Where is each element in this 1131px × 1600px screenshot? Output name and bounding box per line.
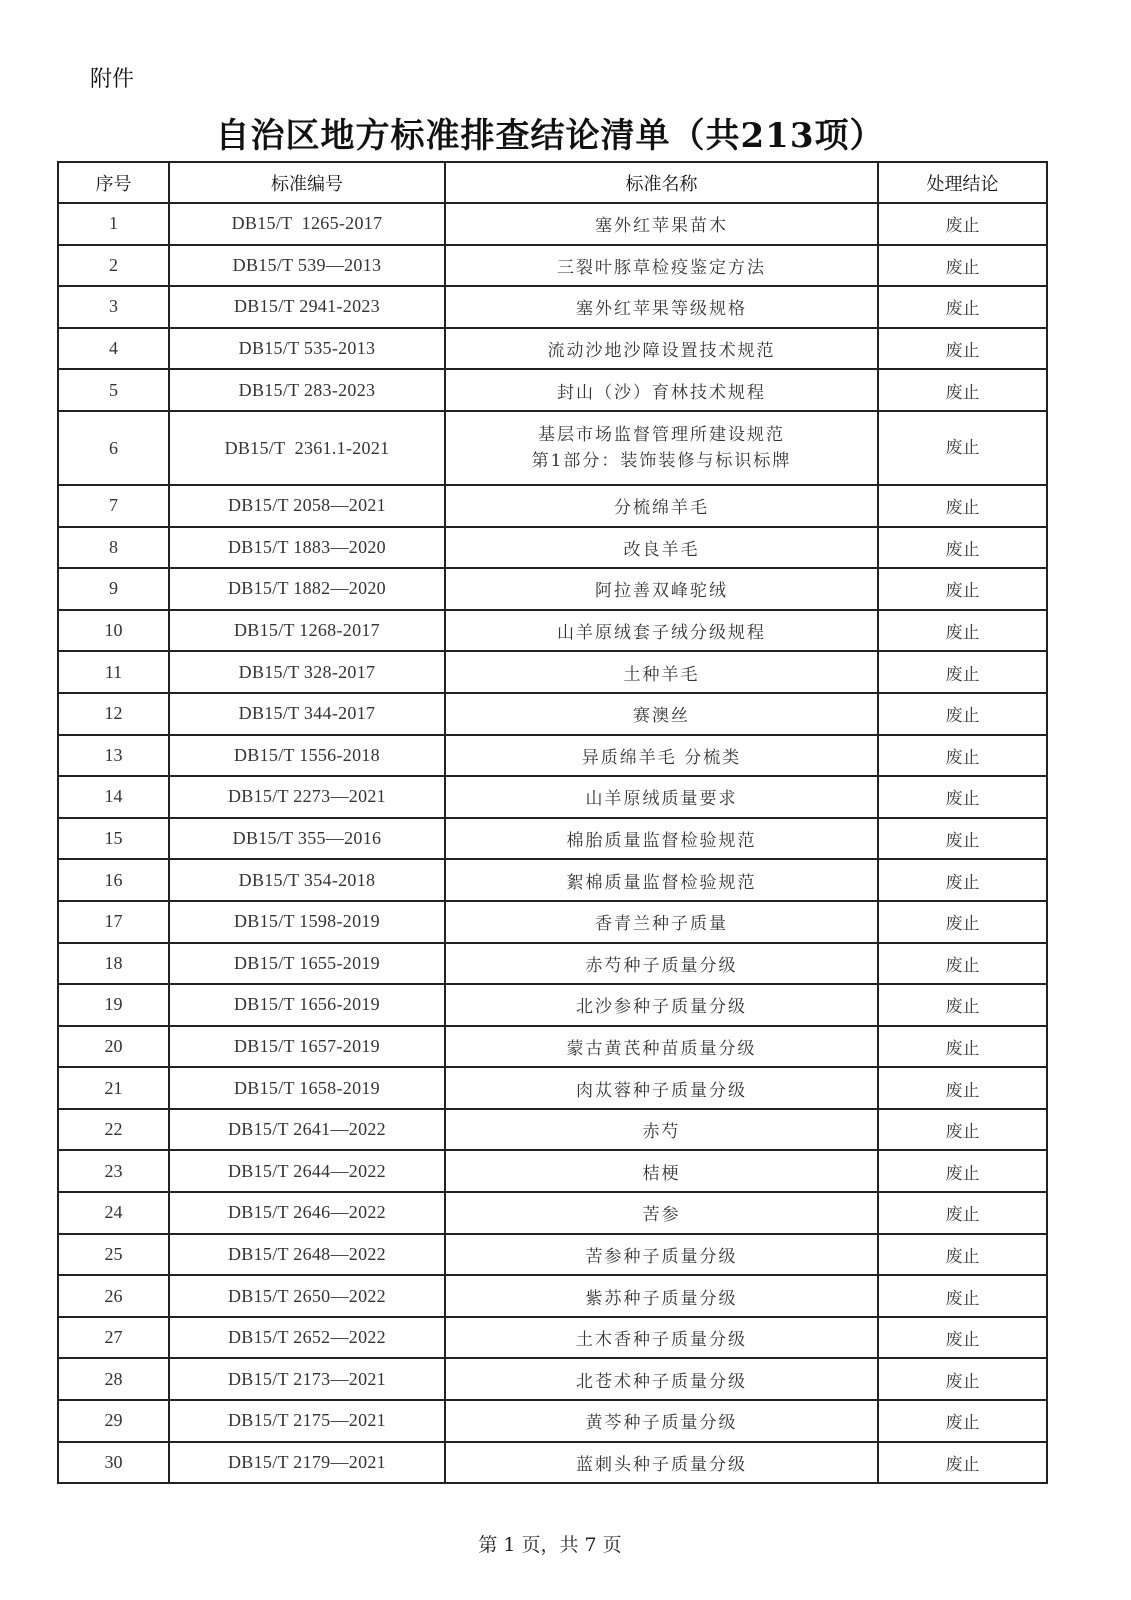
row-index: 27 bbox=[58, 1317, 169, 1359]
table-row bbox=[58, 776, 1047, 818]
standards-table bbox=[57, 161, 1048, 1484]
row-standard-name: 三裂叶豚草检疫鉴定方法 bbox=[445, 245, 878, 287]
row-standard-code: DB15/T 2058—2021 bbox=[169, 485, 445, 527]
row-index: 1 bbox=[58, 203, 169, 245]
row-index: 21 bbox=[58, 1067, 169, 1109]
row-result: 废止 bbox=[878, 984, 1047, 1026]
table-row bbox=[58, 901, 1047, 943]
table-row bbox=[58, 818, 1047, 860]
table-row bbox=[58, 568, 1047, 610]
row-standard-code: DB15/T 2641—2022 bbox=[169, 1109, 445, 1151]
table-row bbox=[58, 369, 1047, 411]
row-result: 废止 bbox=[878, 1442, 1047, 1484]
row-index: 6 bbox=[58, 411, 169, 485]
table-row bbox=[58, 1026, 1047, 1068]
row-index: 30 bbox=[58, 1442, 169, 1484]
row-result: 废止 bbox=[878, 1192, 1047, 1234]
row-result: 废止 bbox=[878, 1234, 1047, 1276]
row-result: 废止 bbox=[878, 328, 1047, 370]
row-result: 废止 bbox=[878, 1358, 1047, 1400]
row-result: 废止 bbox=[878, 1275, 1047, 1317]
table-row bbox=[58, 651, 1047, 693]
row-result: 废止 bbox=[878, 245, 1047, 287]
row-standard-code: DB15/T 1556-2018 bbox=[169, 735, 445, 777]
table-row bbox=[58, 527, 1047, 569]
table-header-row bbox=[58, 162, 1047, 203]
row-result: 废止 bbox=[878, 411, 1047, 485]
document-title: 自治区地方标准排查结论清单（共213项） bbox=[215, 116, 885, 156]
row-index: 4 bbox=[58, 328, 169, 370]
row-standard-name: 香青兰种子质量 bbox=[445, 901, 878, 943]
row-standard-code: DB15/T 535-2013 bbox=[169, 328, 445, 370]
row-standard-name: 塞外红苹果等级规格 bbox=[445, 286, 878, 328]
header-result: 处理结论 bbox=[878, 162, 1047, 203]
row-standard-name: 土种羊毛 bbox=[445, 651, 878, 693]
row-result: 废止 bbox=[878, 1026, 1047, 1068]
row-standard-name: 塞外红苹果苗木 bbox=[445, 203, 878, 245]
row-index: 13 bbox=[58, 735, 169, 777]
row-standard-name: 改良羊毛 bbox=[445, 527, 878, 569]
row-standard-code: DB15/T 1268-2017 bbox=[169, 610, 445, 652]
row-standard-code: DB15/T 2179—2021 bbox=[169, 1442, 445, 1484]
row-index: 29 bbox=[58, 1400, 169, 1442]
row-index: 22 bbox=[58, 1109, 169, 1151]
row-result: 废止 bbox=[878, 1067, 1047, 1109]
row-result: 废止 bbox=[878, 286, 1047, 328]
row-standard-name: 黄芩种子质量分级 bbox=[445, 1400, 878, 1442]
row-index: 26 bbox=[58, 1275, 169, 1317]
table-row bbox=[58, 1442, 1047, 1484]
row-standard-name: 苦参种子质量分级 bbox=[445, 1234, 878, 1276]
row-index: 8 bbox=[58, 527, 169, 569]
row-standard-name bbox=[445, 411, 878, 485]
table-row bbox=[58, 859, 1047, 901]
table-row bbox=[58, 693, 1047, 735]
row-standard-code: DB15/T 355—2016 bbox=[169, 818, 445, 860]
row-result: 废止 bbox=[878, 1317, 1047, 1359]
row-result: 废止 bbox=[878, 818, 1047, 860]
row-result: 废止 bbox=[878, 693, 1047, 735]
row-standard-code: DB15/T 1658-2019 bbox=[169, 1067, 445, 1109]
row-standard-code: DB15/T 2361.1-2021 bbox=[169, 411, 445, 485]
row-result: 废止 bbox=[878, 203, 1047, 245]
row-index: 3 bbox=[58, 286, 169, 328]
table-row bbox=[58, 610, 1047, 652]
row-standard-name: 封山（沙）育林技术规程 bbox=[445, 369, 878, 411]
table-row bbox=[58, 735, 1047, 777]
row-standard-code: DB15/T 1657-2019 bbox=[169, 1026, 445, 1068]
row-result: 废止 bbox=[878, 610, 1047, 652]
row-index: 7 bbox=[58, 485, 169, 527]
row-result: 废止 bbox=[878, 568, 1047, 610]
row-result: 废止 bbox=[878, 1150, 1047, 1192]
row-standard-name: 山羊原绒质量要求 bbox=[445, 776, 878, 818]
row-index: 11 bbox=[58, 651, 169, 693]
row-result: 废止 bbox=[878, 776, 1047, 818]
table-row bbox=[58, 328, 1047, 370]
row-result: 废止 bbox=[878, 735, 1047, 777]
row-standard-name: 流动沙地沙障设置技术规范 bbox=[445, 328, 878, 370]
row-standard-code: DB15/T 344-2017 bbox=[169, 693, 445, 735]
row-result: 废止 bbox=[878, 901, 1047, 943]
table-row bbox=[58, 1192, 1047, 1234]
row-standard-name: 肉苁蓉种子质量分级 bbox=[445, 1067, 878, 1109]
table-row bbox=[58, 286, 1047, 328]
table-row bbox=[58, 1150, 1047, 1192]
row-standard-name: 棉胎质量监督检验规范 bbox=[445, 818, 878, 860]
row-standard-name: 絮棉质量监督检验规范 bbox=[445, 859, 878, 901]
row-standard-code: DB15/T 2173—2021 bbox=[169, 1358, 445, 1400]
row-standard-name: 紫苏种子质量分级 bbox=[445, 1275, 878, 1317]
row-result: 废止 bbox=[878, 1400, 1047, 1442]
row-standard-name: 异质绵羊毛 分梳类 bbox=[445, 735, 878, 777]
row-standard-name-line2: 第1部分：装饰装修与标识标牌 bbox=[531, 450, 792, 471]
row-standard-name: 阿拉善双峰驼绒 bbox=[445, 568, 878, 610]
row-index: 2 bbox=[58, 245, 169, 287]
row-standard-name: 蓝刺头种子质量分级 bbox=[445, 1442, 878, 1484]
row-standard-name: 北沙参种子质量分级 bbox=[445, 984, 878, 1026]
row-index: 9 bbox=[58, 568, 169, 610]
row-standard-name: 土木香种子质量分级 bbox=[445, 1317, 878, 1359]
table-body bbox=[58, 203, 1047, 1483]
row-index: 10 bbox=[58, 610, 169, 652]
table-row bbox=[58, 1275, 1047, 1317]
row-standard-name: 苦参 bbox=[445, 1192, 878, 1234]
table-row bbox=[58, 984, 1047, 1026]
row-standard-code: DB15/T 328-2017 bbox=[169, 651, 445, 693]
row-index: 15 bbox=[58, 818, 169, 860]
table-row bbox=[58, 1317, 1047, 1359]
row-result: 废止 bbox=[878, 859, 1047, 901]
table-row bbox=[58, 485, 1047, 527]
row-standard-name: 桔梗 bbox=[445, 1150, 878, 1192]
row-standard-code: DB15/T 2941-2023 bbox=[169, 286, 445, 328]
row-standard-name: 赤芍种子质量分级 bbox=[445, 943, 878, 985]
table-row bbox=[58, 1067, 1047, 1109]
table-row bbox=[58, 1234, 1047, 1276]
row-standard-code: DB15/T 539—2013 bbox=[169, 245, 445, 287]
row-index: 18 bbox=[58, 943, 169, 985]
row-index: 17 bbox=[58, 901, 169, 943]
row-result: 废止 bbox=[878, 369, 1047, 411]
row-standard-name: 分梳绵羊毛 bbox=[445, 485, 878, 527]
row-index: 28 bbox=[58, 1358, 169, 1400]
row-result: 废止 bbox=[878, 485, 1047, 527]
table-row bbox=[58, 203, 1047, 245]
row-index: 20 bbox=[58, 1026, 169, 1068]
row-standard-name: 山羊原绒套子绒分级规程 bbox=[445, 610, 878, 652]
header-name: 标准名称 bbox=[445, 162, 878, 203]
table-row bbox=[58, 1358, 1047, 1400]
row-result: 废止 bbox=[878, 651, 1047, 693]
row-standard-name: 蒙古黄芪种苗质量分级 bbox=[445, 1026, 878, 1068]
table-row bbox=[58, 1400, 1047, 1442]
row-index: 25 bbox=[58, 1234, 169, 1276]
row-standard-name: 赛澳丝 bbox=[445, 693, 878, 735]
attachment-label: 附件 bbox=[90, 67, 135, 92]
row-standard-code: DB15/T 2652—2022 bbox=[169, 1317, 445, 1359]
table-row bbox=[58, 411, 1047, 485]
row-standard-code: DB15/T 283-2023 bbox=[169, 369, 445, 411]
row-standard-code: DB15/T 2644—2022 bbox=[169, 1150, 445, 1192]
header-code: 标准编号 bbox=[169, 162, 445, 203]
row-index: 19 bbox=[58, 984, 169, 1026]
row-index: 23 bbox=[58, 1150, 169, 1192]
row-standard-code: DB15/T 354-2018 bbox=[169, 859, 445, 901]
row-result: 废止 bbox=[878, 1109, 1047, 1151]
row-standard-code: DB15/T 1882—2020 bbox=[169, 568, 445, 610]
row-standard-code: DB15/T 1656-2019 bbox=[169, 984, 445, 1026]
row-result: 废止 bbox=[878, 943, 1047, 985]
table-row bbox=[58, 943, 1047, 985]
row-index: 14 bbox=[58, 776, 169, 818]
row-standard-name-line1: 基层市场监督管理所建设规范 bbox=[538, 424, 785, 445]
row-index: 24 bbox=[58, 1192, 169, 1234]
row-result: 废止 bbox=[878, 527, 1047, 569]
row-standard-code: DB15/T 2273—2021 bbox=[169, 776, 445, 818]
row-standard-name: 赤芍 bbox=[445, 1109, 878, 1151]
row-index: 16 bbox=[58, 859, 169, 901]
row-standard-code: DB15/T 2648—2022 bbox=[169, 1234, 445, 1276]
row-standard-code: DB15/T 1265-2017 bbox=[169, 203, 445, 245]
row-standard-code: DB15/T 2646—2022 bbox=[169, 1192, 445, 1234]
row-standard-name: 北苍术种子质量分级 bbox=[445, 1358, 878, 1400]
row-standard-code: DB15/T 2650—2022 bbox=[169, 1275, 445, 1317]
table-row bbox=[58, 245, 1047, 287]
table-row bbox=[58, 1109, 1047, 1151]
row-standard-code: DB15/T 2175—2021 bbox=[169, 1400, 445, 1442]
row-standard-code: DB15/T 1883—2020 bbox=[169, 527, 445, 569]
header-index: 序号 bbox=[58, 162, 169, 203]
row-index: 5 bbox=[58, 369, 169, 411]
page-footer: 第 1 页，共 7 页 bbox=[478, 1534, 622, 1556]
row-index: 12 bbox=[58, 693, 169, 735]
row-standard-code: DB15/T 1655-2019 bbox=[169, 943, 445, 985]
row-standard-code: DB15/T 1598-2019 bbox=[169, 901, 445, 943]
